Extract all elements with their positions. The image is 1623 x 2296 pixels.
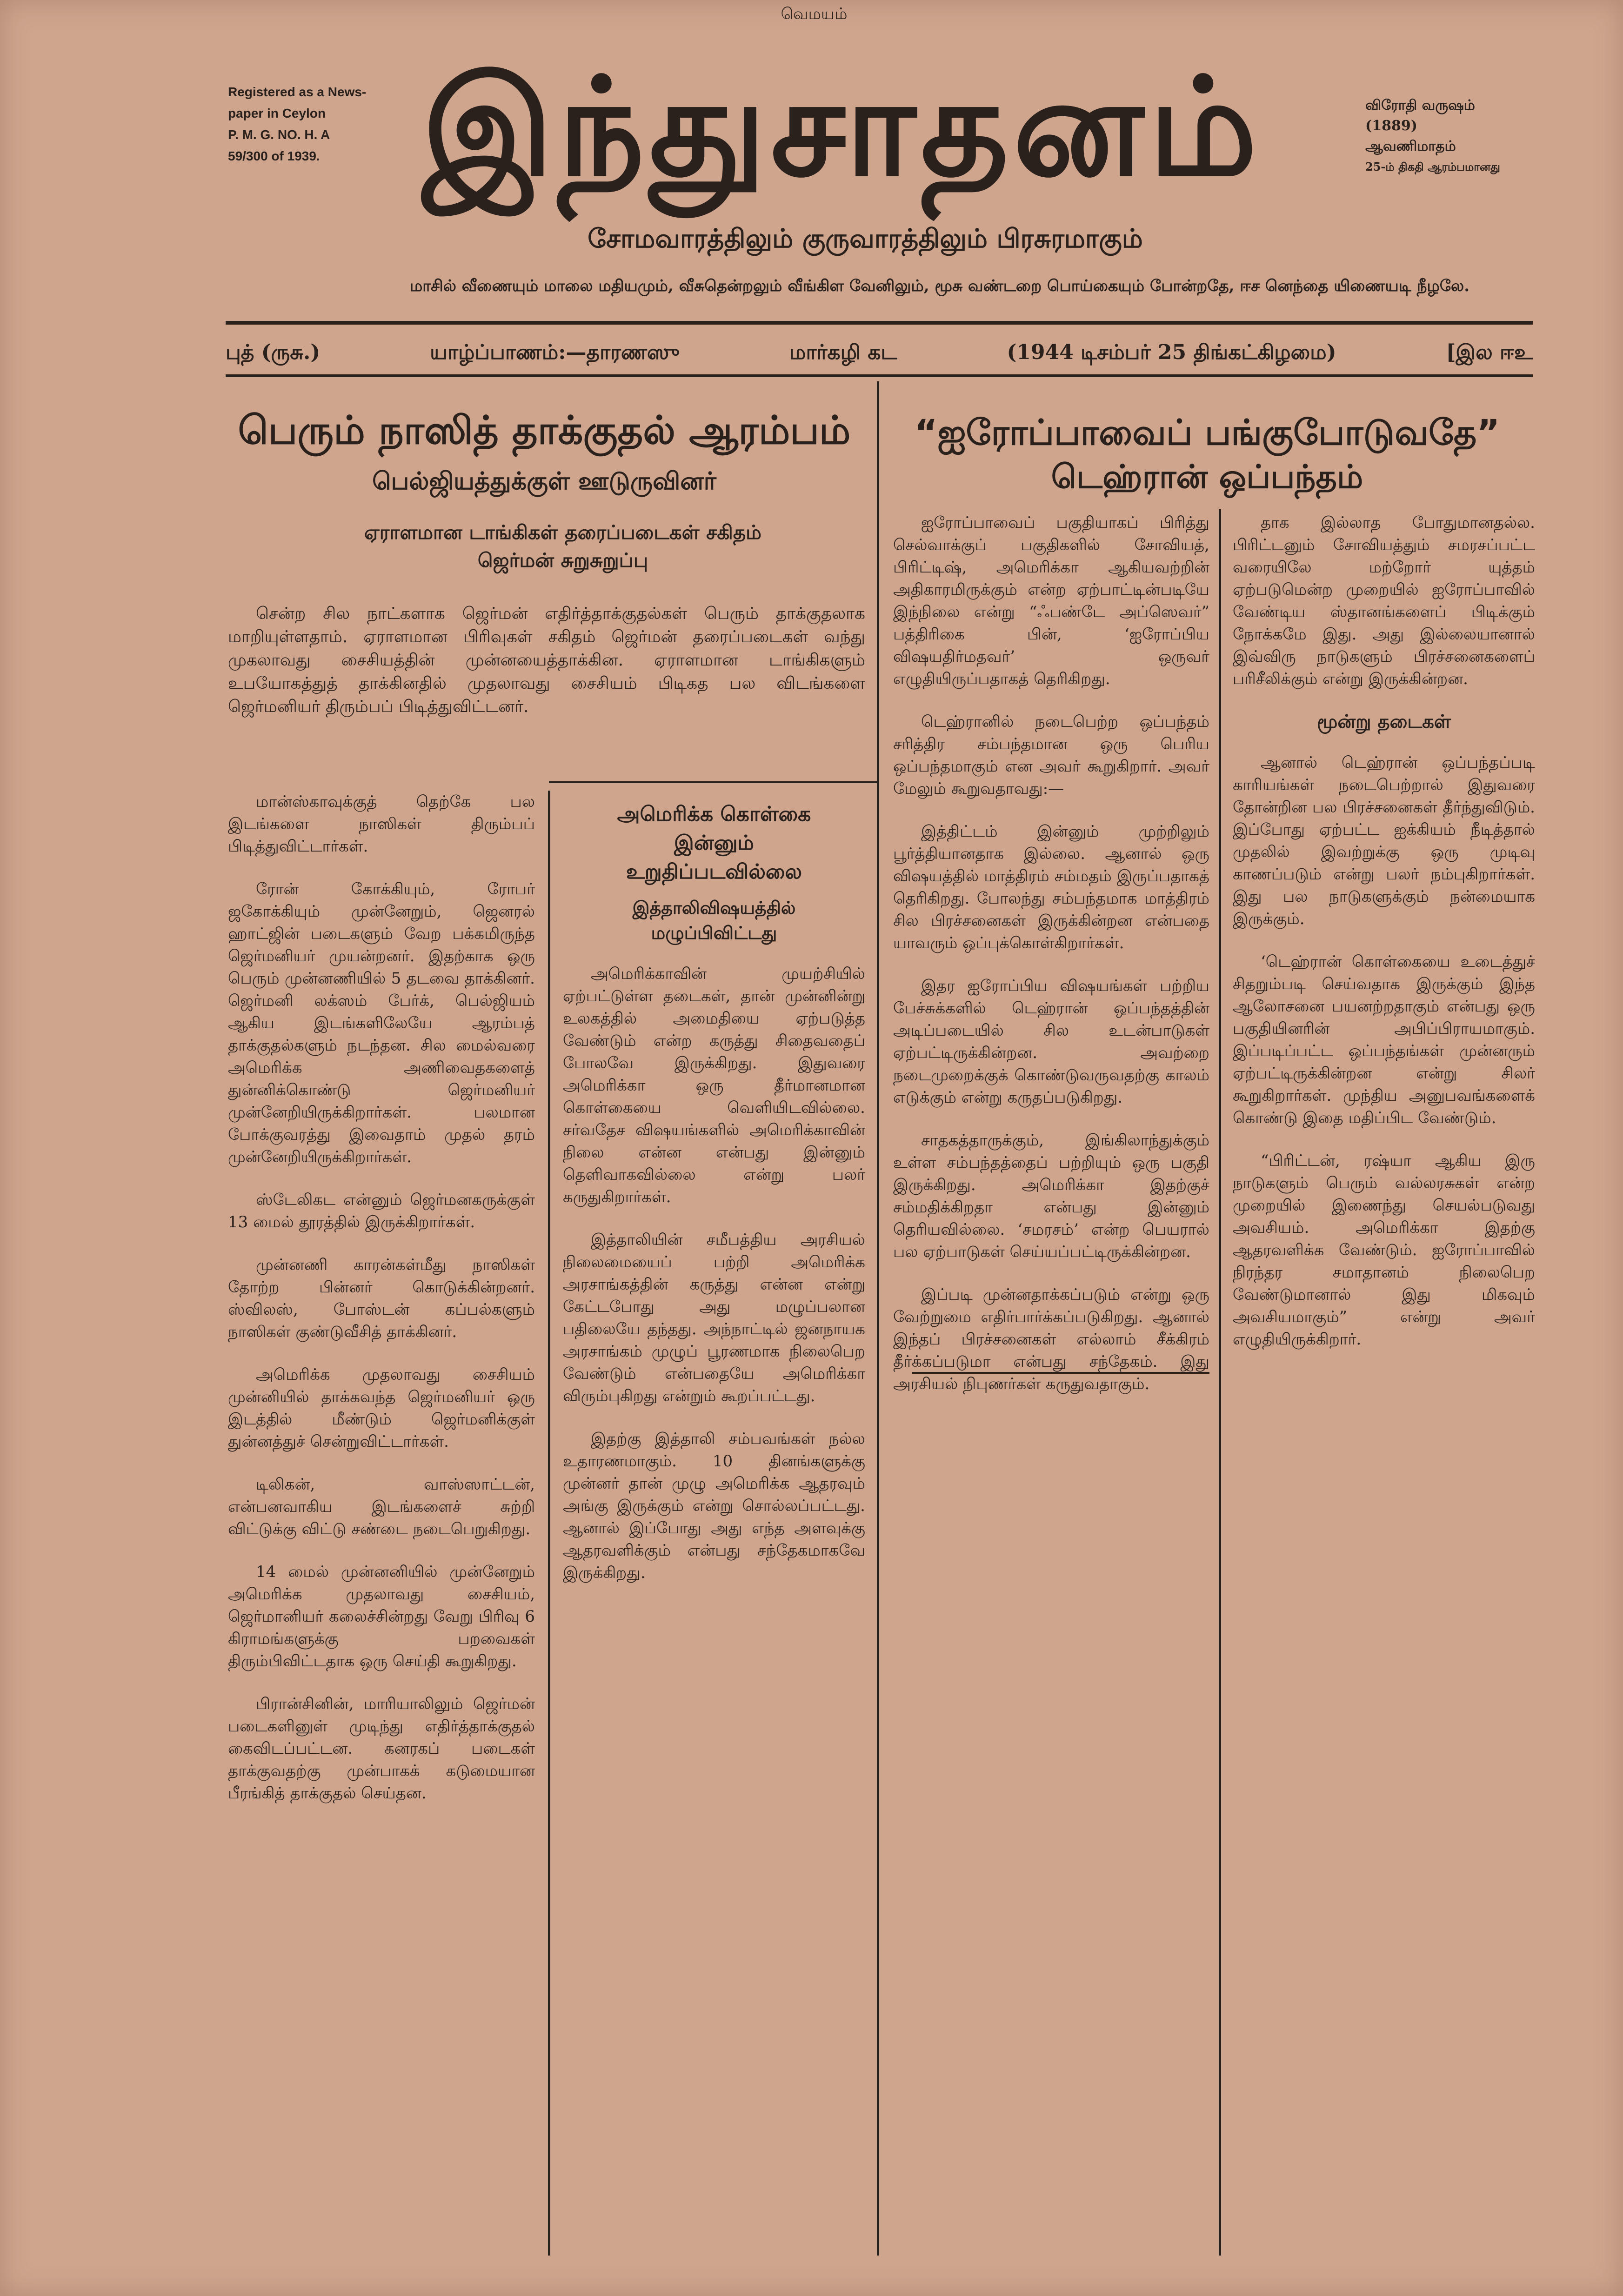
publication-schedule: சோமவாரத்திலும் குருவாரத்திலும் பிரசுரமாகும் bbox=[588, 223, 1143, 254]
newspaper-title: இந்துசாதனம் bbox=[422, 49, 1262, 206]
dateline bbox=[226, 337, 1533, 370]
masthead-motto: மாசில் வீணையும் மாலை மதியமும், வீசுதென்றலும் வீங்கிள வேனிலும், மூசு வண்டறை பொய்கையும் போன்றதே, ஈச னெந்தை யிணையடி நீழலே. bbox=[409, 277, 1470, 295]
paragraph: அமெரிக்க முதலாவது சைசியம் முன்னியில் தாக்கவந்த ஜெர்மனியர் ஒரு இடத்தில் மீண்டும் ஜெர்மனிக்குள் துன்னத்துச் சென்றுவிட்டார்கள். bbox=[228, 1365, 535, 1451]
masthead-top-word: வெமயம் bbox=[781, 5, 848, 23]
paragraph: இதற்கு இத்தாலி சம்பவங்கள் நல்ல உதாரணமாகும். 10 தினங்களுக்கு முன்னர் தான் முழு அமெரிக்க ஆதரவும் அங்கு இருக்கும் என்று சொல்லப்பட்டது. ஆனால் இப்போது அது எந்த அளவுக்கு ஆதரவளிக்கும் என்பது சந்தேகமாகவே இருக்கிறது. bbox=[563, 1430, 865, 1582]
left-lead-paragraph bbox=[228, 602, 865, 779]
right-column-1 bbox=[893, 512, 1209, 2246]
paragraph: டெஹ்ரானில் நடைபெற்ற ஒப்பந்தம் சரித்திர சம்பந்தமான ஒரு பெரிய ஒப்பந்தமாகும் என அவர் கூறுகிறார். அவர் மேலும் கூறுவதாவது:— bbox=[893, 712, 1209, 798]
right-headline: “ஐரோப்பாவைப் பங்குபோடுவதே” bbox=[914, 412, 1500, 453]
paragraph: ஸ்டேலிகட என்னும் ஜெர்மனகருக்குள் 13 மைல் தூரத்தில் இருக்கிறார்கள். bbox=[228, 1191, 535, 1231]
right-headline-2: டெஹ்ரான் ஒப்பந்தம் bbox=[1051, 458, 1363, 496]
year-line: விரோதி வருஷம் bbox=[1365, 97, 1475, 113]
paragraph: முன்னணி காரன்கள்மீது நாஸிகள் தோற்ற பின்னர் கொடுக்கின்றனர். ஸ்விலஸ், போஸ்டன் கப்பல்களும் நாஸிகள் குண்டுவீசித் தாக்கினர். bbox=[228, 1256, 535, 1341]
registration-line: paper in Ceylon bbox=[228, 106, 326, 120]
paragraph: ‘டெஹ்ரான் கொள்கையை உடைத்துச் சிதறும்படி செய்வதாக இருக்கும் இந்த ஆலோசனை பயனற்றதாகும் என்பது ஒரு பகுதியினரின் அபிப்பிராயமாகும். இப்படிப்பட்ட ஒப்பந்தங்கள் முன்னரும் ஏற்பட்டிருக்கின்றன என்று சிலர் கூறுகிறார்கள். முந்திய அனுபவங்களைக் கொண்டு இதை மதிப்பிட வேண்டும். bbox=[1233, 952, 1535, 1127]
year-line: ஆவணிமாதம் bbox=[1365, 138, 1456, 154]
section-divider bbox=[549, 781, 877, 783]
issue-date: (1944 டிசம்பர் 25 திங்கட்கிழமை) bbox=[1007, 340, 1336, 364]
paragraph: “பிரிட்டன், ரஷ்யா ஆகிய இரு நாடுகளும் பெரும் வல்லரசுகள் என்ற முறையில் இணைந்து செயல்படுவது அவசியம். அமெரிக்கா இதற்கு ஆதரவளிக்க வேண்டும். ஐரோப்பாவில் நிரந்தர சமாதானம் நிலைபெற வேண்டுமானால் இது மிகவும் அவசியமாகும்” என்று அவர் எழுதியிருக்கிறார். bbox=[1233, 1151, 1535, 1349]
right-column-2 bbox=[1233, 512, 1535, 2246]
paragraph: சென்ற சில நாட்களாக ஜெர்மன் எதிர்த்தாக்குதல்கள் பெரும் தாக்குதலாக மாறியுள்ளதாம். ஏராளமான பிரிவுகள் சகிதம் ஜெர்மன் தரைப்படைகள் வந்து முகலாவது சைசியத்தின் முன்னயைத்தாக்கின. ஏராளமான டாங்கிகளும் உபயோகத்துத் தாக்கினதில் முதலாவது சைசியம் பிடிகத பல விடங்களை ஜெர்மனியர் திரும்பப் பிடித்துவிட்டனர். bbox=[228, 604, 865, 716]
paragraph: ஐரோப்பாவைப் பகுதியாகப் பிரித்து செல்வாக்குப் பகுதிகளில் சோவியத், பிரிட்டிஷ், அமெரிக்கா ஆகியவற்றின் அதிகாரமிருக்கும் என்ற ஏற்பாட்டின்படியே இந்நிலை என்று “ஃபண்டே அப்ஸெவர்” பத்திரிகை பின், ‘ஐரோப்பிய விஷயதிர்மதவர்’ ஒருவர் எழுதியிருப்பதாகத் தெரிகிறது. bbox=[893, 513, 1209, 688]
left-column-2 bbox=[563, 963, 865, 2246]
paragraph: பிரான்சினின், மாரியாலிலும் ஜெர்மன் படைகளினுள் முடிந்து எதிர்த்தாக்குதல் கைவிடப்பட்டன. கனரகப் படைகள் தாக்குவதற்கு முன்பாகக் கடுமையான பீரங்கித் தாக்குதல் செய்தன. bbox=[228, 1695, 535, 1803]
sidebar-headline bbox=[558, 800, 870, 886]
volume-number: புத் (ருசு.) bbox=[226, 340, 321, 364]
paragraph: இப்படி முன்னதாக்கப்படும் என்று ஒரு வேற்றுமை எதிர்பார்க்கப்படுகிறது. ஆனால் இந்தப் பிரச்சனைகள் எல்லாம் சீக்கிரம் தீர்க்கப்படுமா என்பது சந்தேகம். இது அரசியல் நிபுணர்கள் கருதுவதாகும். bbox=[893, 1285, 1209, 1393]
sidebar-subhead bbox=[558, 895, 870, 945]
column-divider bbox=[877, 381, 879, 2256]
year-line: (1889) bbox=[1365, 118, 1417, 134]
paragraph: மான்ஸ்காவுக்குத் தெற்கே பல இடங்களை நாஸிகள் திரும்பப் பிடித்துவிட்டார்கள். bbox=[228, 792, 535, 856]
paragraph: இதர ஐரோப்பிய விஷயங்கள் பற்றிய பேச்சுக்களில் டெஹ்ரான் ஒப்பந்தத்தின் அடிப்படையில் சில உடன்பாடுகள் ஏற்பட்டிருக்கின்றன. அவற்றை நடைமுறைக்குக் கொண்டுவருவதற்கு காலம் எடுக்கும் என்று கருதப்படுகிறது. bbox=[893, 977, 1209, 1107]
tamil-month: மார்கழி கட bbox=[789, 340, 897, 364]
registration-line: Registered as a News- bbox=[228, 85, 367, 99]
left-subhead-secondary: ஏராளமான டாங்கிகள் தரைப்படைகள் சகிதம் ஜெர்மன் சுறுசுறுப்பு bbox=[364, 521, 761, 572]
year-line: 25-ம் திகதி ஆரம்பமானது bbox=[1365, 160, 1500, 173]
column-subhead: மூன்று தடைகள் bbox=[1317, 711, 1451, 732]
headline-line: அமெரிக்க கொள்கை bbox=[617, 802, 811, 826]
year-info bbox=[1365, 95, 1551, 177]
column-divider bbox=[548, 791, 550, 2256]
paragraph: சாதகத்தாருக்கும், இங்கிலாந்துக்கும் உள்ள சம்பந்தத்தைப் பற்றியும் ஒரு பகுதி இருக்கிறது. அமெரிக்கா இதற்குச் சம்மதிக்கிறதா என்பது இன்னும் தெரியவில்லை. ‘சமரசம்’ என்ற பெயரால் பல ஏற்பாடுகள் செய்யப்பட்டிருக்கின்றன. bbox=[893, 1131, 1209, 1261]
subhead-line: மழுப்பிவிட்டது bbox=[651, 922, 777, 943]
subhead-line: இத்தாலிவிஷயத்தில் bbox=[632, 897, 796, 918]
registration-line: 59/300 of 1939. bbox=[228, 149, 320, 163]
column-divider bbox=[1219, 509, 1221, 2256]
paragraph: அமெரிக்காவின் முயற்சியில் ஏற்பட்டுள்ள தடைகள், தான் முன்னின்று உலகத்தில் அமைதியை ஏற்படுத்த வேண்டும் என்ற கருத்து சிதைவதைப் போலவே இருக்கிறது. இதுவரை அமெரிக்கா ஒரு தீர்மானமான கொள்கையை வெளியிடவில்லை. சர்வதேச விஷயங்களில் அமெரிக்காவின் நிலை என்ன என்பது இன்னும் தெளிவாகவில்லை என்று பலர் கருதுகிறார்கள். bbox=[563, 965, 865, 1206]
left-column-1 bbox=[228, 791, 535, 2246]
masthead-rule-top bbox=[226, 321, 1533, 325]
paragraph: ஆனால் டெஹ்ரான் ஒப்பந்தப்படி காரியங்கள் நடைபெற்றால் இதுவரை தோன்றின பல பிரச்சனைகள் தீர்ந்துவிடும். இப்போது ஏற்பட்ட ஐக்கியம் நீடித்தால் முதலில் இவற்றுக்கு ஒரு முடிவு காணப்படும் என்று பலர் நம்புகிறார்கள். இது பல நாடுகளுக்கும் நன்மையாக இருக்கும். bbox=[1233, 753, 1535, 928]
paragraph: இத்திட்டம் இன்னும் முற்றிலும் பூர்த்தியானதாக இல்லை. ஆனால் ஒரு விஷயத்தில் மாத்திரம் சம்மதம் இருப்பதாகத் தெரிகிறது. போலந்து சம்பந்தமாக மாத்திரம் சில பிரச்சனைகள் இருக்கின்றன என்பதை யாவரும் ஒப்புக்கொள்கிறார்கள். bbox=[893, 822, 1209, 952]
paragraph: 14 மைல் முன்னனியில் முன்னேறும் அமெரிக்க முதலாவது சைசியம், ஜெர்மானியர் கலைச்சின்றது வேறு பிரிவு 6 கிராமங்களுக்கு பறவைகள் திரும்பிவிட்டதாக ஒரு செய்தி கூறுகிறது. bbox=[228, 1563, 535, 1670]
paragraph: டிலிகன், வாஸ்ஸாட்டன், என்பனவாகிய இடங்களைச் சுற்றி விட்டுக்கு விட்டு சண்டை நடைபெறுகிறது. bbox=[228, 1475, 535, 1538]
masthead-rule-bottom bbox=[226, 374, 1533, 377]
registration-line: P. M. G. NO. H. A bbox=[228, 127, 330, 142]
left-headline: பெரும் நாஸித் தாக்குதல் ஆரம்பம் bbox=[238, 407, 851, 453]
issue-number: [இல ஈஉ bbox=[1446, 340, 1533, 364]
paragraph: இத்தாலியின் சமீபத்திய அரசியல் நிலைமையைப் பற்றி அமெரிக்க அரசாங்கத்தின் கருத்து என்ன என்று கேட்டபோது அது மழுப்பலான பதிலையே தந்தது. அந்நாட்டில் ஜனநாயக அரசாங்கம் முழுப் பூரணமாக நிலைபெற வேண்டும் என்பதையே அமெரிக்கா விரும்புகிறது என்றும் கூறப்பட்டது. bbox=[563, 1231, 865, 1405]
headline-line: இன்னும் bbox=[674, 831, 754, 855]
place-year: யாழ்ப்பாணம்:—தாரணஸு bbox=[430, 340, 680, 364]
paragraph: தாக இல்லாத போதுமானதல்ல. பிரிட்டனும் சோவியத்தும் சமரசப்பட்ட வரையிலே மற்றோர் யுத்தம் ஏற்படுமென்ற முறையில் ஐரோப்பாவில் வேண்டிய ஸ்தானங்களைப் பிடிக்கும் நோக்கமே இது. அது இல்லையானால் இவ்விரு நாடுகளும் பிரச்சனைகளைப் பரிசீலிக்கும் என்று இருக்கின்றன. bbox=[1233, 513, 1535, 688]
headline-line: உறுதிப்படவில்லை bbox=[626, 860, 802, 884]
registration-note bbox=[228, 81, 367, 167]
left-subhead: பெல்ஜியத்துக்குள் ஊடுருவினர் bbox=[372, 467, 716, 495]
paragraph: ரோன் கோக்கியும், ரோபர் ஜகோக்கியும் முன்னேறும், ஜெனரல் ஹாட்ஜின் படைகளும் வேற பக்கமிருந்த ஜெர்மனியர் முயன்றனர். இதற்காக ஒரு பெரும் முன்னணியில் 5 தடவை தாக்கினர். ஜெர்மனி லக்ஸம் பேர்க், பெல்ஜியம் ஆகிய இடங்களிலேயே ஆரம்பத் தாக்குதல்களும் நடந்தன. சில மைல்வரை அமெரிக்க அணிவைதகளைத் துன்னிக்கொண்டு ஜெர்மனியர் முன்னேறியிருக்கிறார்கள். பலமான போக்குவரத்து இவைதாம் முதல் தரம் முன்னேறியிருக்கிறார்கள். bbox=[228, 880, 535, 1166]
